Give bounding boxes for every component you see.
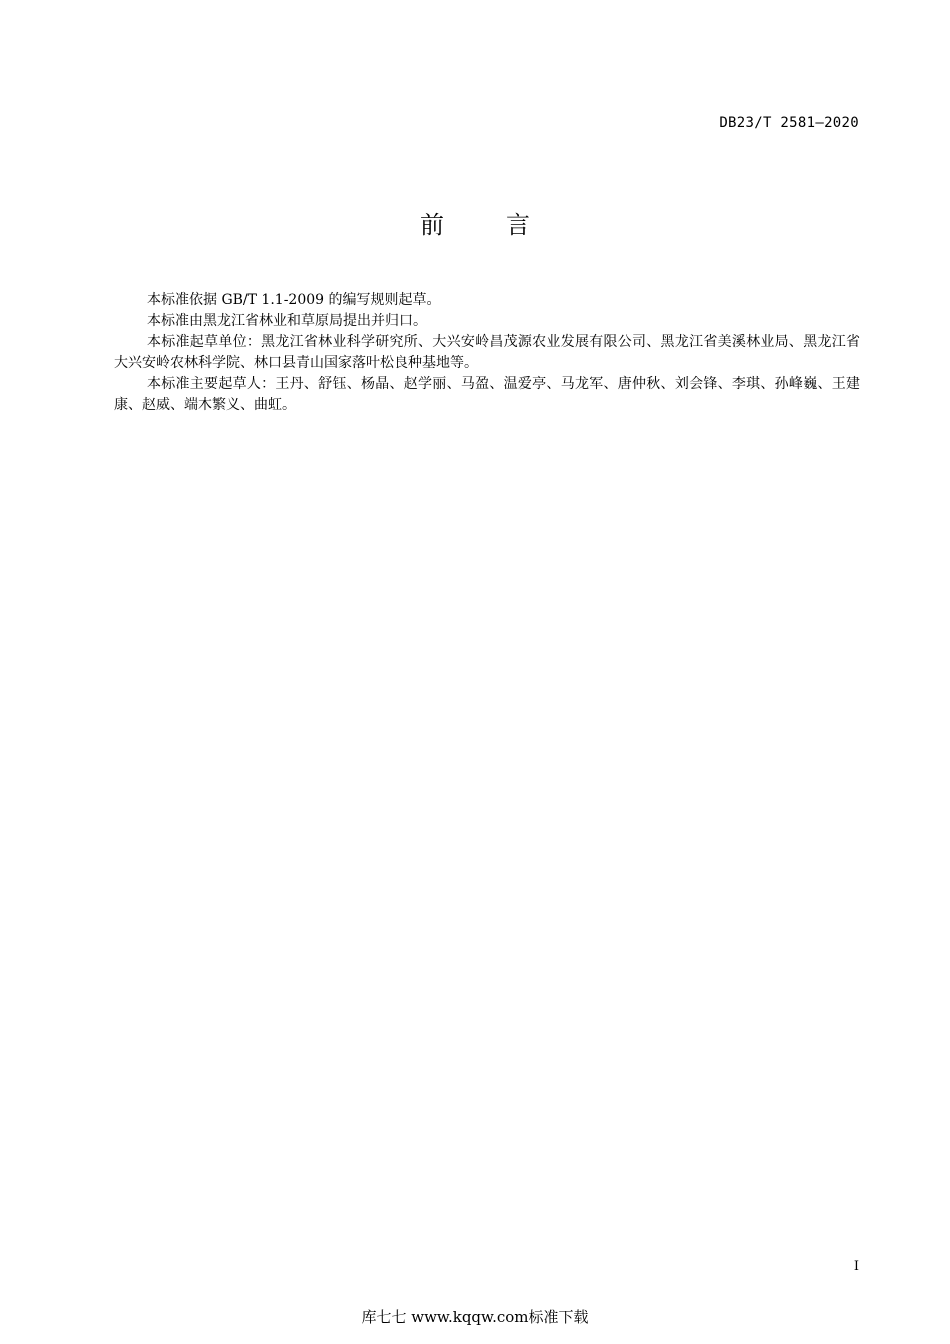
title-char-2: 言: [506, 211, 530, 239]
footer-watermark: 库七七 www.kqqw.com标准下载: [361, 1308, 589, 1326]
title-char-1: 前: [420, 211, 444, 239]
page-number: I: [853, 1259, 859, 1274]
paragraph-proposer: 本标准由黑龙江省林业和草原局提出并归口。: [147, 313, 427, 329]
foreword-body: [114, 290, 860, 416]
paragraph-drafting-rules: 本标准依据 GB/T 1.1-2009 的编写规则起草。: [147, 292, 441, 308]
section-title: [0, 205, 950, 240]
paragraph-drafters: 本标准主要起草人：王丹、舒钰、杨晶、赵学丽、马盈、温爱亭、马龙军、唐仲秋、刘会锋、李琪、孙峰巍、王建康、赵威、端木繁义、曲虹。: [114, 376, 860, 413]
document-code: DB23/T 2581—2020: [719, 115, 859, 131]
paragraph-drafting-units: 本标准起草单位：黑龙江省林业科学研究所、大兴安岭昌茂源农业发展有限公司、黑龙江省美溪林业局、黑龙江省大兴安岭农林科学院、林口县青山国家落叶松良种基地等。: [114, 334, 860, 371]
